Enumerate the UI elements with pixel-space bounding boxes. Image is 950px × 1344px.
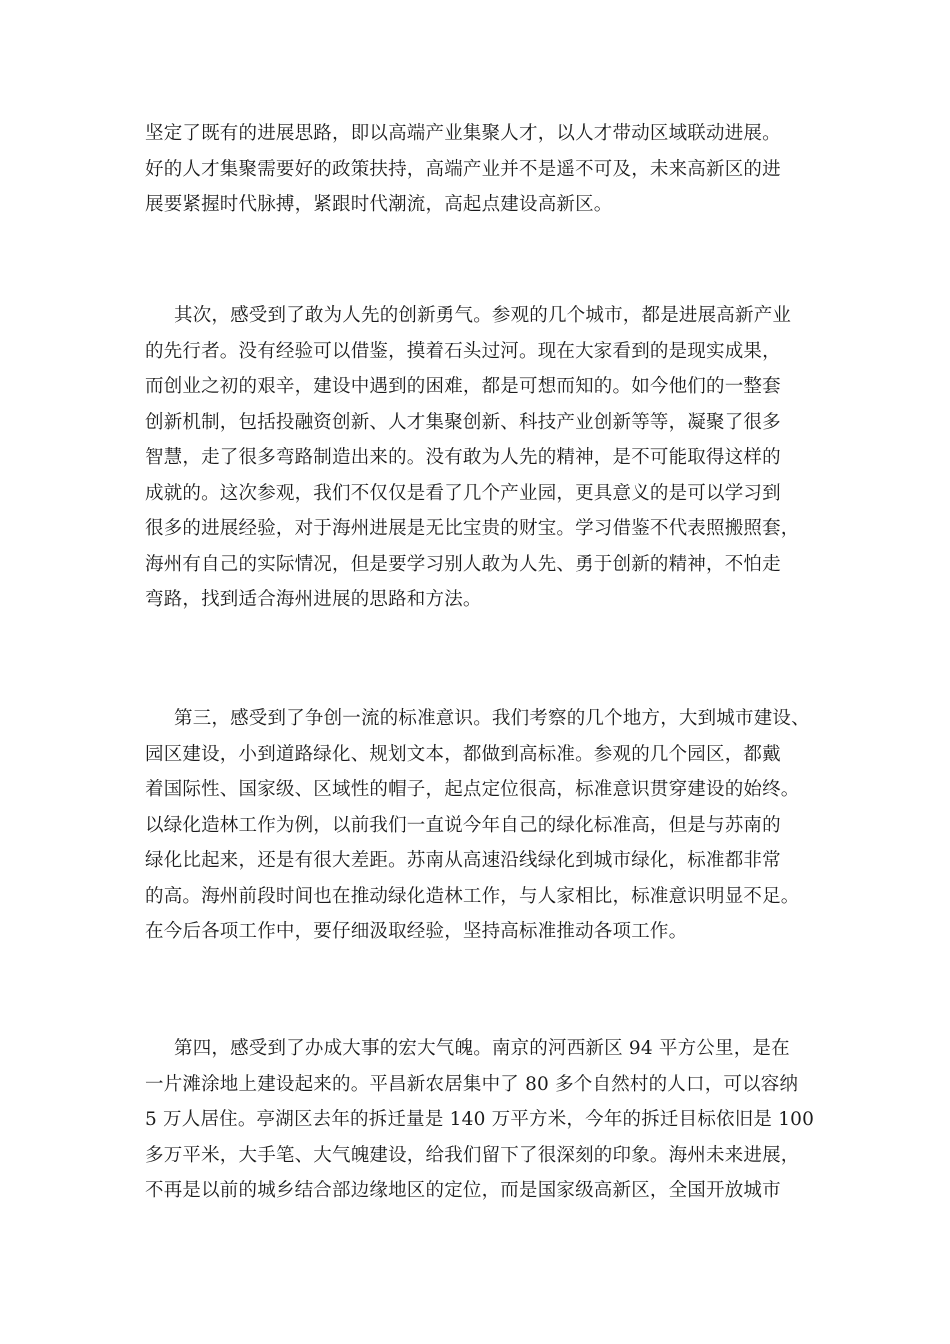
text-line: 智慧，走了很多弯路制造出来的。没有敢为人先的精神，是不可能取得这样的 bbox=[145, 447, 781, 468]
text-line: 弯路，找到适合海州进展的思路和方法。 bbox=[145, 589, 482, 610]
paragraph-2 bbox=[145, 298, 825, 618]
text-line: 园区建设，小到道路绿化、规划文本，都做到高标准。参观的几个园区，都戴 bbox=[145, 743, 781, 765]
paragraph-1 bbox=[145, 116, 825, 223]
text-line: 其次，感受到了敢为人先的创新勇气。参观的几个城市，都是进展高新产业 bbox=[174, 305, 792, 326]
text-line: 而创业之初的艰辛，建设中遇到的困难，都是可想而知的。如今他们的一整套 bbox=[145, 376, 781, 397]
text-line: 在今后各项工作中，要仔细汲取经验，坚持高标准推动各项工作。 bbox=[145, 921, 688, 942]
text-line: 创新机制，包括投融资创新、人才集聚创新、科技产业创新等等，凝聚了很多 bbox=[145, 411, 781, 433]
text-line: 展要紧握时代脉搏，紧跟时代潮流，高起点建设高新区。 bbox=[145, 194, 613, 215]
text-line: 第三，感受到了争创一流的标准意识。我们考察的几个地方，大到城市建设、 bbox=[174, 708, 810, 729]
text-line: 5 万人居住。亭湖区去年的拆迁量是 140 万平方米，今年的拆迁目标依旧是 100 bbox=[145, 1109, 815, 1130]
text-line: 第四，感受到了办成大事的宏大气魄。南京的河西新区 94 平方公里，是在 bbox=[174, 1038, 790, 1059]
text-line: 一片滩涂地上建设起来的。平昌新农居集中了 80 多个自然村的人口，可以容纳 bbox=[145, 1073, 799, 1095]
text-line: 不再是以前的城乡结合部边缘地区的定位，而是国家级高新区，全国开放城市 bbox=[145, 1180, 781, 1201]
text-line: 的高。海州前段时间也在推动绿化造林工作，与人家相比，标准意识明显不足。 bbox=[145, 885, 800, 907]
text-line: 多万平米，大手笔、大气魄建设，给我们留下了很深刻的印象。海州未来进展， bbox=[145, 1144, 800, 1166]
text-line: 以绿化造林工作为例，以前我们一直说今年自己的绿化标准高，但是与苏南的 bbox=[145, 814, 781, 836]
paragraph-4 bbox=[145, 1031, 825, 1209]
text-line: 成就的。这次参观，我们不仅仅是看了几个产业园，更具意义的是可以学习到 bbox=[145, 482, 781, 504]
text-line: 绿化比起来，还是有很大差距。苏南从高速沿线绿化到城市绿化，标准都非常 bbox=[145, 850, 781, 871]
paragraph-3 bbox=[145, 701, 825, 950]
text-line: 海州有自己的实际情况，但是要学习别人敢为人先、勇于创新的精神，不怕走 bbox=[145, 553, 781, 575]
text-line: 坚定了既有的进展思路，即以高端产业集聚人才，以人才带动区域联动进展。 bbox=[145, 123, 781, 144]
text-line: 的先行者。没有经验可以借鉴，摸着石头过河。现在大家看到的是现实成果， bbox=[145, 340, 781, 362]
text-line: 很多的进展经验，对于海州进展是无比宝贵的财宝。学习借鉴不代表照搬照套， bbox=[145, 518, 800, 539]
text-line: 着国际性、国家级、区域性的帽子，起点定位很高，标准意识贯穿建设的始终。 bbox=[145, 779, 800, 800]
text-line: 好的人才集聚需要好的政策扶持，高端产业并不是遥不可及，未来高新区的进 bbox=[145, 158, 781, 180]
